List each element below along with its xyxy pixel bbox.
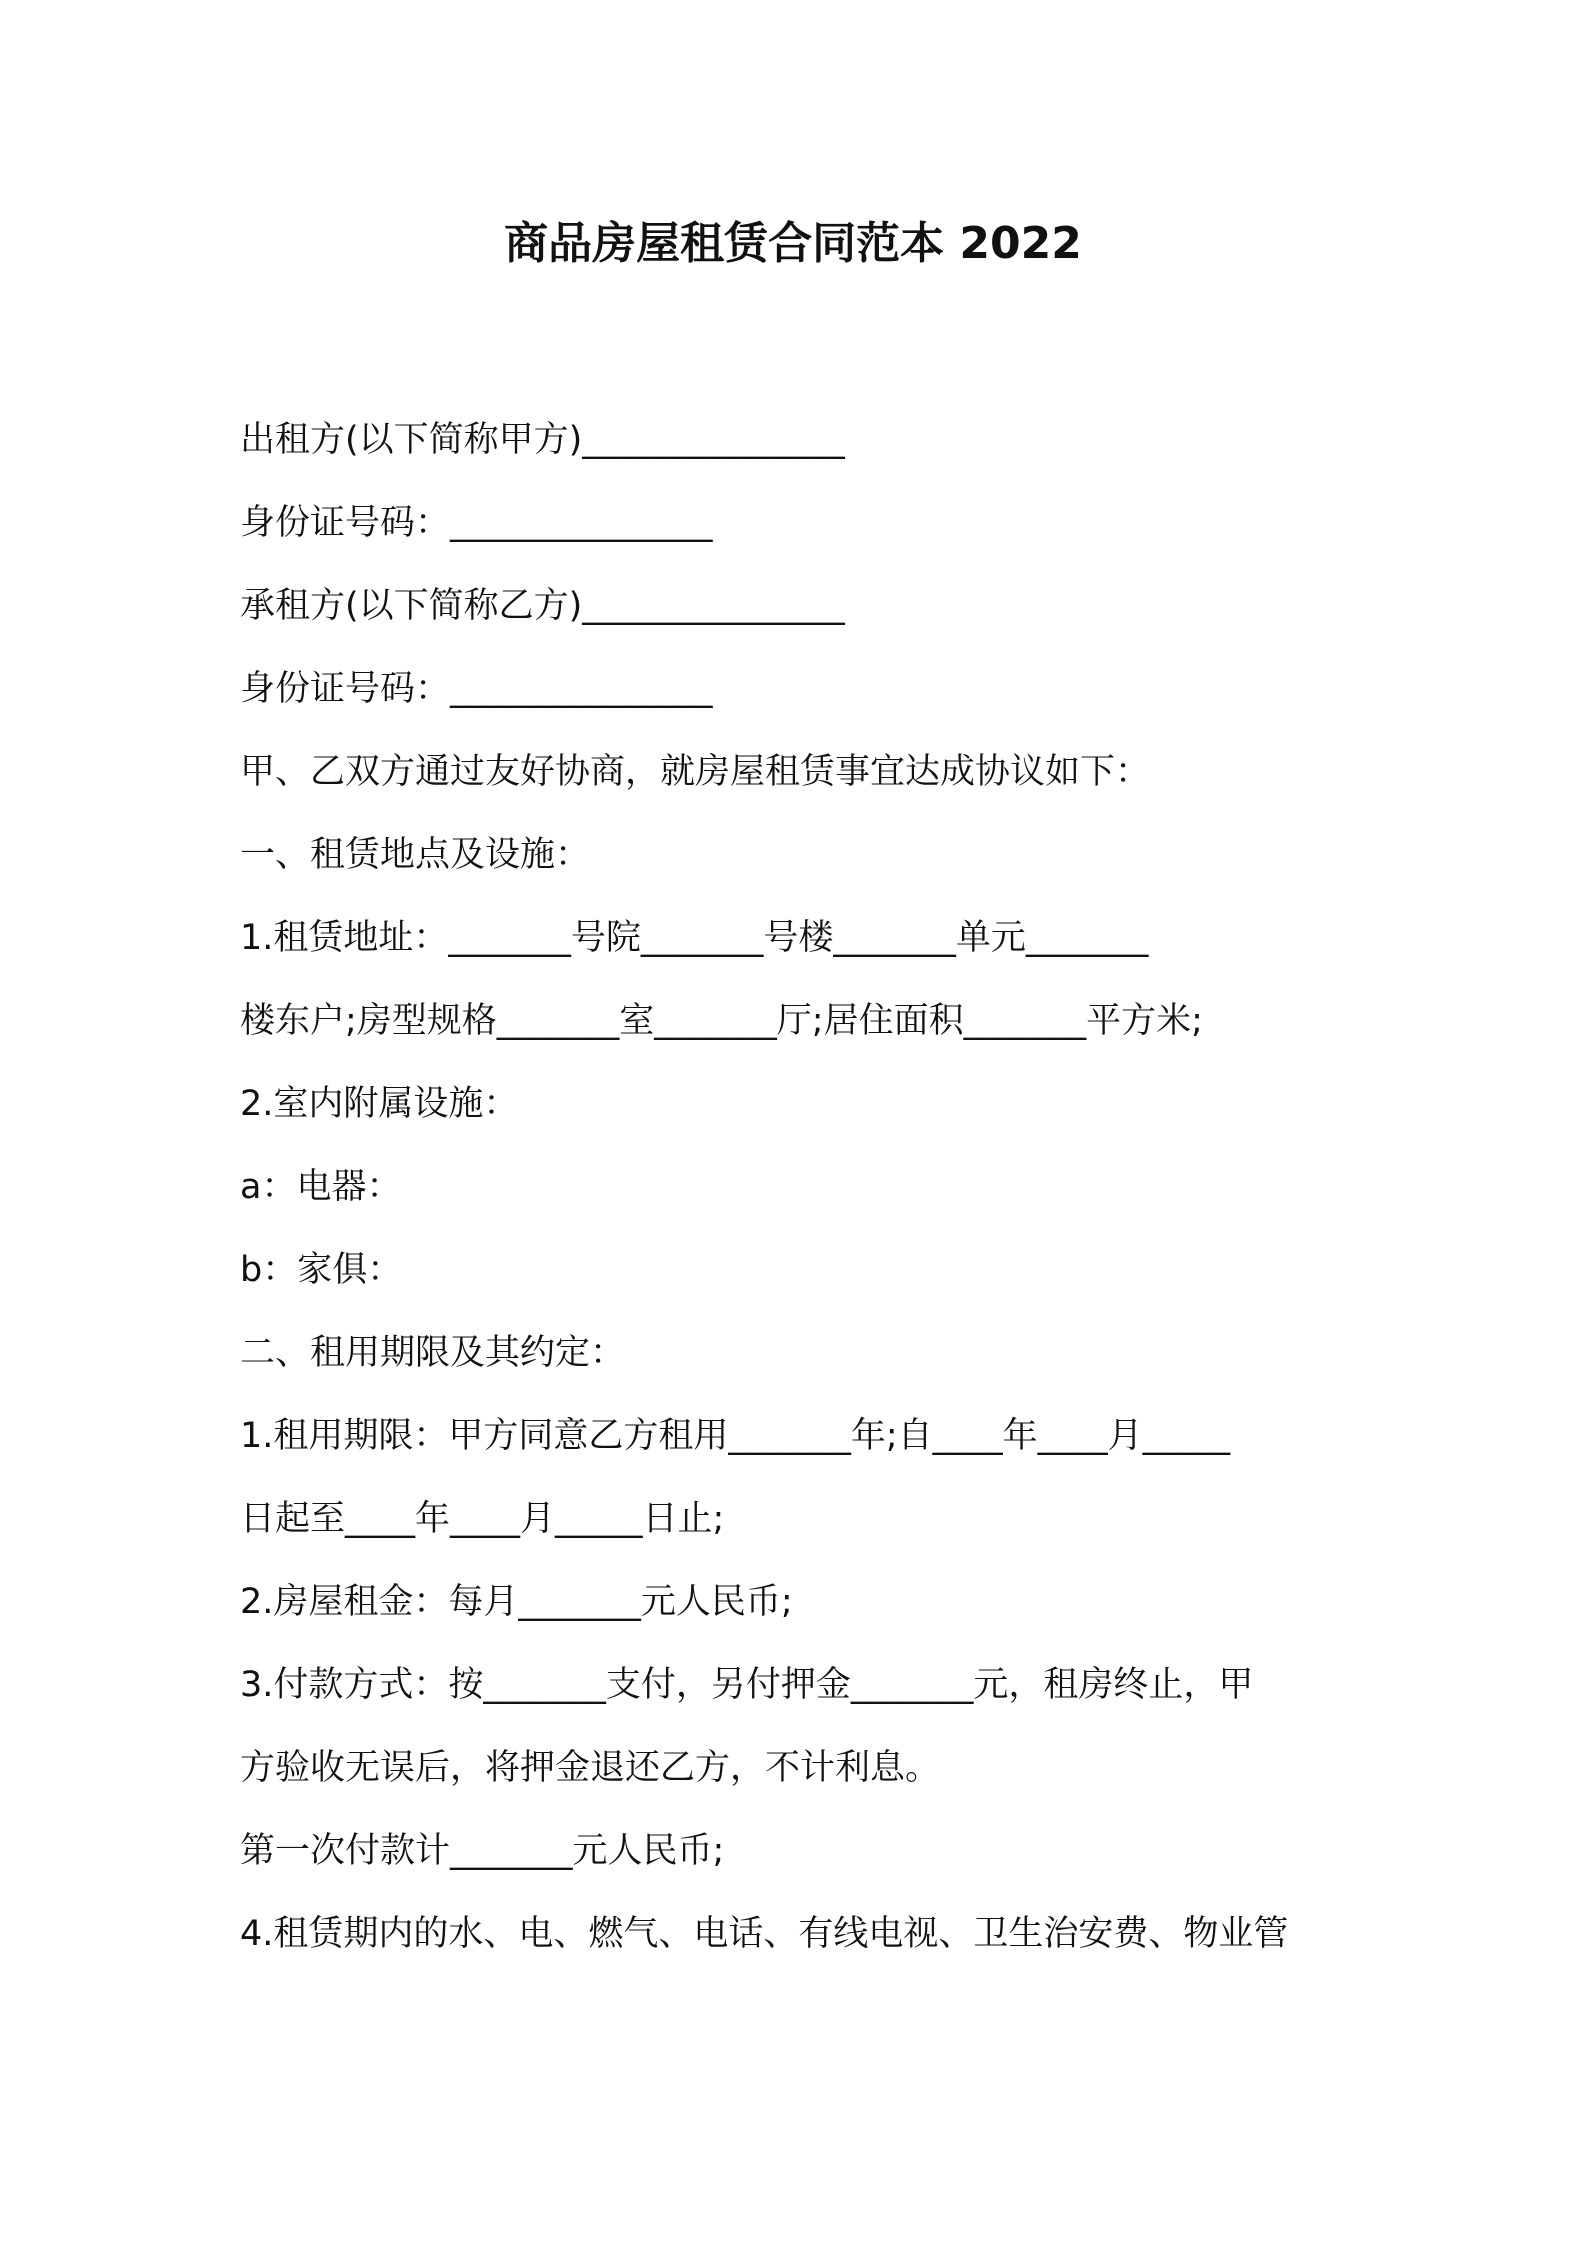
clause-line: 日起至____年____月_____日止;: [240, 1499, 725, 1539]
section-heading: 二、租用期限及其约定：: [240, 1333, 626, 1373]
clause-line: 3.付款方式：按_______支付，另付押金_______元，租房终止，甲: [240, 1665, 1254, 1705]
section-heading: 一、租赁地点及设施：: [240, 835, 591, 875]
clause-line: 1.租用期限：甲方同意乙方租用_______年;自____年____月_____: [240, 1416, 1231, 1456]
clause-line: 2.房屋租金：每月_______元人民币;: [240, 1582, 793, 1622]
clause-line: 楼东户;房型规格_______室_______厅;居住面积_______平方米;: [240, 1001, 1203, 1041]
contract-body: [240, 410, 1360, 1987]
lessee-id-line: 身份证号码：_______________: [240, 669, 713, 709]
clause-line: a：电器：: [240, 1167, 402, 1207]
lessor-line: 出租方(以下简称甲方)_______________: [240, 420, 845, 460]
clause-line: 2.室内附属设施：: [240, 1084, 519, 1124]
clause-line: 方验收无误后，将押金退还乙方，不计利息。: [240, 1748, 941, 1788]
agreement-intro: 甲、乙双方通过友好协商，就房屋租赁事宜达成协议如下：: [240, 752, 1151, 792]
clause-line: 第一次付款计_______元人民币;: [240, 1831, 725, 1871]
document-title: 商品房屋租赁合同范本 2022: [504, 218, 1082, 269]
clause-line: 1.租赁地址：_______号院_______号楼_______单元_______: [240, 918, 1149, 958]
clause-line: 4.租赁期内的水、电、燃气、电话、有线电视、卫生治安费、物业管: [240, 1914, 1289, 1954]
lessor-id-line: 身份证号码：_______________: [240, 503, 713, 543]
lessee-line: 承租方(以下简称乙方)_______________: [240, 586, 845, 626]
clause-line: b：家俱：: [240, 1250, 403, 1290]
